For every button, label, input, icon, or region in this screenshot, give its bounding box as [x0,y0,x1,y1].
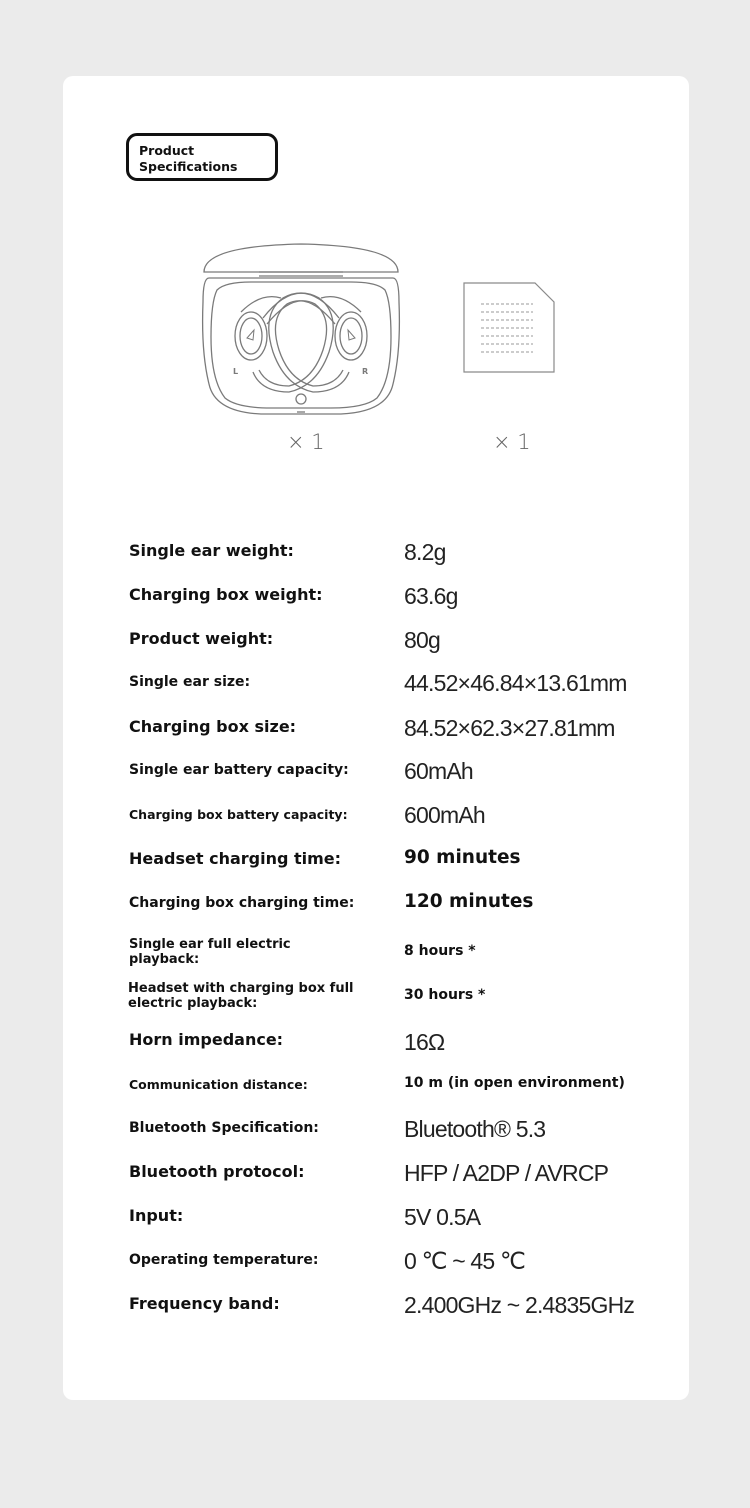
charging-case-illustration [201,242,401,418]
spec-label: Bluetooth Specification: [129,1120,319,1136]
spec-value: 10 m (in open environment) [404,1075,625,1091]
spec-value: 600mAh [404,802,485,828]
spec-value: 90 minutes [404,847,521,868]
spec-label: Bluetooth protocol: [129,1162,305,1181]
spec-value: 8 hours * [404,943,476,959]
spec-label: Product weight: [129,629,274,648]
badge-line-1: Product [139,143,195,158]
badge-line-2: Specifications [139,159,238,174]
spec-value: 0 ℃ ~ 45 ℃ [404,1248,526,1274]
spec-label: Charging box size: [129,717,297,736]
spec-value: 120 minutes [404,891,534,912]
manual-quantity: × 1 [493,430,531,454]
spec-value: 16Ω [404,1029,445,1055]
spec-label: Charging box battery capacity: [129,807,348,822]
spec-value: 84.52×62.3×27.81mm [404,715,615,741]
svg-text:L: L [233,367,239,376]
spec-label: Input: [129,1206,184,1225]
spec-value: Bluetooth® 5.3 [404,1116,546,1142]
spec-value: 8.2g [404,539,446,565]
spec-label: Charging box weight: [129,585,323,604]
spec-value: 2.400GHz ~ 2.4835GHz [404,1292,635,1318]
svg-text:R: R [362,367,369,376]
spec-label: Charging box charging time: [129,895,355,911]
case-quantity: × 1 [287,430,325,454]
spec-value: HFP / A2DP / AVRCP [404,1160,609,1186]
spec-label: Single ear size: [129,674,251,690]
manual-illustration [461,280,557,374]
spec-value: 44.52×46.84×13.61mm [404,670,627,696]
spec-value: 60mAh [404,758,473,784]
spec-label: Single ear weight: [129,541,294,560]
spec-label: Horn impedance: [129,1030,284,1049]
spec-value: 63.6g [404,583,458,609]
spec-label: Single ear battery capacity: [129,762,349,778]
section-badge [126,133,278,181]
spec-label: Operating temperature: [129,1252,319,1268]
spec-value: 30 hours * [404,987,486,1003]
spec-card [63,76,689,1400]
spec-label: Frequency band: [129,1294,280,1313]
spec-value: 80g [404,627,440,653]
spec-value: 5V 0.5A [404,1204,481,1230]
spec-label: Single ear full electric playback: [129,937,291,967]
spec-label: Headset charging time: [129,849,342,868]
spec-label: Communication distance: [129,1077,308,1092]
spec-label: Headset with charging box full electric playback: [128,981,354,1011]
